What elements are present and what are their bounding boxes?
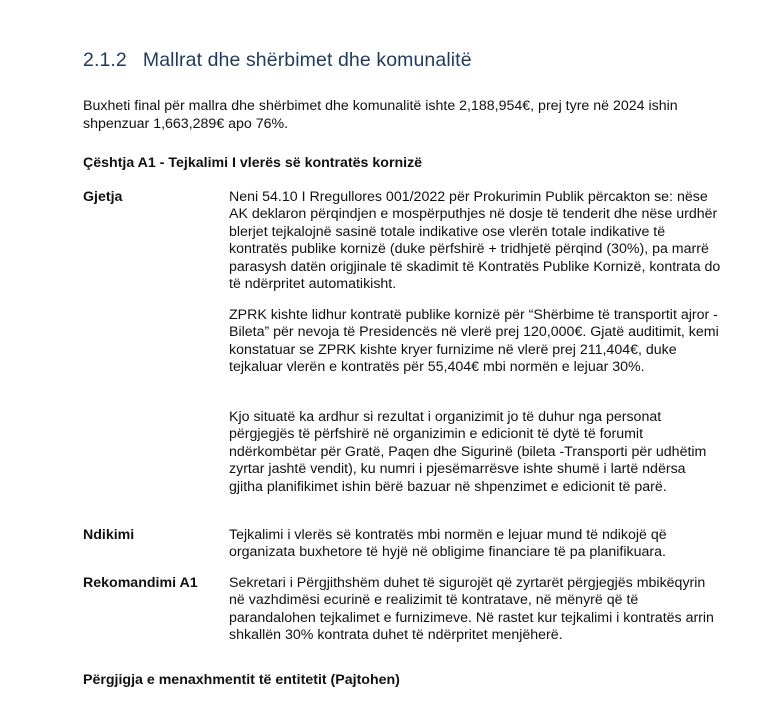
finding-paragraph-3: Kjo situatë ka ardhur si rezultat i organizimit jo të duhur nga personat përgjegjës të përfshirë në organizimin e edicionit të dytë të forumit ndërkombëtar për Gratë, Paqen dhe Sigurinë (bileta -Transporti për udhëtim zyrtar jashtë vendit), ku numri i pjesëmarrësve ishte shumë i lartë ndërsa gjitha planifikimet ishin bërë bazuar në shpenzimet e edicionit të parë. [229,409,707,495]
section-title: Mallrat dhe shërbimet dhe komunalitë [142,49,472,71]
finding-paragraph-1: Neni 54.10 I Rregullores 001/2022 për Prokurimin Publik përcakton se: nëse AK deklaron përqindjen e mospërputhjes në dosje të tenderit dhe nëse urdhër blerjet tejkalojnë sasinë totale indikative ose vlerën totale indikative të kontratës publike kornizë (duke përfshirë + tridhjetë përqind (30%), pa marrë parasysh datën origjinale të skadimit të Kontratës Publike Kornizë, kontrata do të ndërpritet automatikisht. [229,189,721,293]
recommendation-text: Sekretari i Përgjithshëm duhet të sigurojët që zyrtarët përgjegjës mbikëqyrin në vazhdimësi ecurinë e realizimit të kontratave, në mënyrë që të parandalohen tejkalimet e furnizimeve. Në rastet kur tejkalimi i kontratës arrin shkallën 30% kontrata duhet të ndërpritet menjëherë. [229,575,714,644]
recommendation-label: Rekomandimi A1 [83,575,198,591]
impact-text: Tejkalimi i vlerës së kontratës mbi normën e lejuar mund të ndikojë që organizata buxhetore të hyjë në obligime financiare të pa planifikuara. [229,527,667,561]
intro-paragraph: Buxheti final për mallra dhe shërbimet dhe komunalitë ishte 2,188,954€, prej tyre në 2024 ishin shpenzuar 1,663,289€ apo 76%. [83,98,678,132]
finding-label: Gjetja [83,189,123,205]
finding-paragraph-2: ZPRK kishte lidhur kontratë publike kornizë për “Shërbime të transportit ajror -Bileta” për nevoja të Presidencës në vlerë prej 120,000€. Gjatë auditimit, kemi konstatuar se ZPRK kishte kryer furnizime në vlerë prej 211,404€, duke tejkaluar vlerën e kontratës për 55,404€ mbi normën e lejuar 30%. [229,307,719,376]
impact-label: Ndikimi [83,527,135,543]
section-heading [83,49,472,72]
issue-title: Çështja A1 - Tejkalimi I vlerës së kontratës kornizë [83,155,423,171]
management-response-title: Përgjigja e menaxhmentit të entitetit (Pajtohen) [83,672,400,688]
section-number: 2.1.2 [83,49,127,71]
